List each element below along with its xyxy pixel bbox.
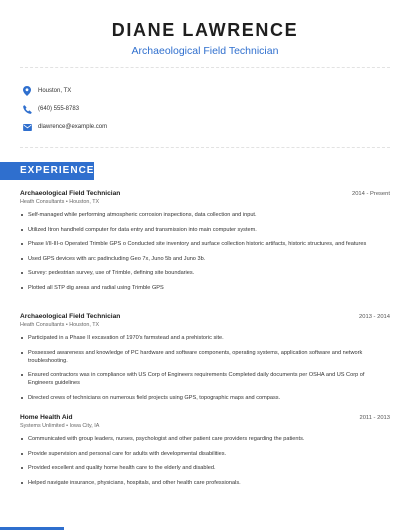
job-employer-line: Heath Consultants • Houston, TX xyxy=(20,322,100,328)
candidate-name: DIANE LAWRENCE xyxy=(111,20,299,40)
list-item: Used GPS devices with arc padincluding Geo 7x, Juno 5b and Juno 3b. xyxy=(20,255,390,263)
contact-email xyxy=(22,118,107,136)
job-employer-line: Heath Consultants • Houston, TX xyxy=(20,199,100,205)
contact-phone-text: (640) 555-8783 xyxy=(38,106,80,112)
resume-header xyxy=(0,0,410,58)
job-employer: Systems Unlimited xyxy=(20,423,65,429)
list-item: Possessed awareness and knowledge of PC hardware and software components, operating systems, application software and network troubleshooting. xyxy=(20,349,390,365)
email-icon xyxy=(22,122,32,132)
job-title: Archaeological Field Technician xyxy=(20,190,121,197)
job-entry xyxy=(20,414,390,493)
list-item: Provided excellent and quality home health care to the elderly and disabled. xyxy=(20,464,390,472)
list-item: Survey: pedestrian survey, use of Trimble, defining site boundaries. xyxy=(20,269,390,277)
job-location: Iowa City, IA xyxy=(69,423,100,429)
list-item: Phase I/II-III-o Operated Trimble GPS o Conducted site inventory and surface collection historic artifacts, historic structures, and features xyxy=(20,240,390,248)
job-location: Houston, TX xyxy=(69,199,100,205)
job-employer-line: Systems Unlimited • Iowa City, IA xyxy=(20,423,100,429)
list-item: Participated in a Phase II excavation of 1970's farmstead and a prehistoric site. xyxy=(20,334,390,342)
job-employer: Heath Consultants xyxy=(20,322,65,328)
list-item: Self-managed while performing atmospheric corrosion inspections, data collection and input. xyxy=(20,211,390,219)
job-entry xyxy=(20,313,390,408)
job-title: Archaeological Field Technician xyxy=(20,313,121,320)
list-item: Provide supervision and personal care for adults with developmental disabilities. xyxy=(20,450,390,458)
list-item: Directed crews of technicians on numerous field projects using GPS, topographic maps and compass. xyxy=(20,394,390,402)
job-dates: 2011 - 2013 xyxy=(359,415,390,421)
job-bullets xyxy=(20,334,390,402)
location-pin-icon xyxy=(22,86,32,96)
candidate-title: Archaeological Field Technician xyxy=(131,45,279,57)
list-item: Communicated with group leaders, nurses, psychologist and other patient care providers regarding the patients. xyxy=(20,435,390,443)
contact-divider xyxy=(20,147,390,148)
job-bullets xyxy=(20,211,390,292)
contact-email-text[interactable]: dlawrence@example.com xyxy=(38,124,108,130)
list-item: Ensured contractors was in compliance with US Corp of Engineers requirements Completed daily documents per OSHA and US Corp of Engineers guidelines xyxy=(20,371,390,387)
job-dates: 2013 - 2014 xyxy=(359,314,390,320)
contact-location xyxy=(22,82,107,100)
list-item: Helped navigate insurance, physicians, hospitals, and other health care professionals. xyxy=(20,479,390,487)
list-item: Utilized Itron handheld computer for data entry and transmission into main computer system. xyxy=(20,226,390,234)
contact-location-text: Houston, TX xyxy=(38,88,72,94)
job-title: Home Health Aid xyxy=(20,414,73,421)
job-entry xyxy=(20,190,390,298)
phone-icon xyxy=(22,104,32,114)
job-employer: Heath Consultants xyxy=(20,199,65,205)
experience-heading: EXPERIENCE xyxy=(20,165,95,176)
job-bullets xyxy=(20,435,390,487)
job-dates: 2014 - Present xyxy=(351,191,390,197)
contact-phone xyxy=(22,100,107,118)
list-item: Plotted all STP dig areas and radial using Trimble GPS xyxy=(20,284,390,292)
job-location: Houston, TX xyxy=(69,322,100,328)
contact-list xyxy=(22,82,107,136)
header-divider xyxy=(20,67,390,68)
